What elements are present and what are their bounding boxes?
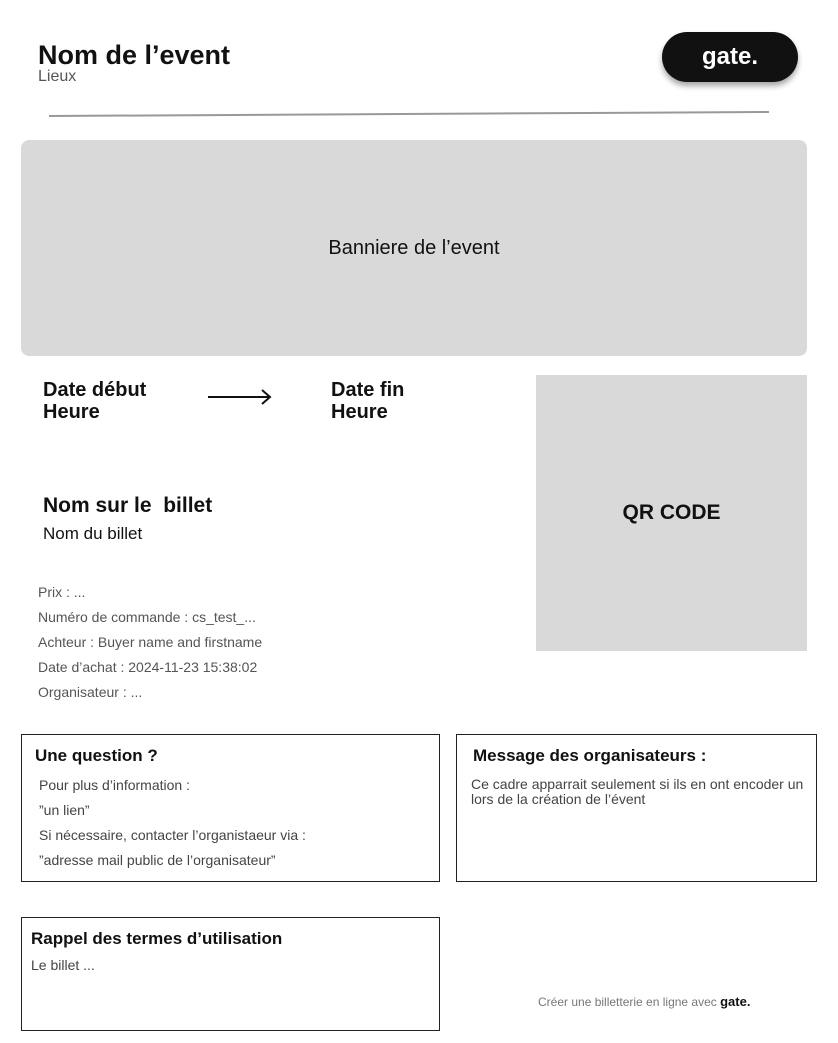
footer-brand: gate. — [720, 994, 751, 1009]
end-time: Heure — [331, 401, 388, 423]
question-line: Pour plus d’information : — [39, 777, 190, 793]
end-datetime — [331, 379, 404, 423]
question-box-title: Une question ? — [35, 746, 158, 765]
qr-code — [536, 375, 807, 651]
end-date: Date fin — [331, 379, 405, 401]
event-venue: Lieux — [38, 68, 77, 85]
message-box-text: Ce cadre apparrait seulement si ils en ont encoder un lors de la création de l’évent — [471, 776, 804, 807]
order-details — [38, 580, 262, 705]
arrow-right-icon — [207, 386, 273, 406]
organizer-message-box — [456, 734, 817, 882]
price-line: Prix : ... — [38, 584, 86, 600]
order-number-line: Numéro de commande : cs_test_... — [38, 609, 256, 625]
question-line: Si nécessaire, contacter l’organistaeur via : — [39, 827, 306, 843]
terms-box-title: Rappel des termes d’utilisation — [31, 929, 283, 948]
terms-box-text: Le billet ... — [31, 957, 95, 973]
buyer-line: Achteur : Buyer name and firstname — [38, 634, 263, 650]
gate-logo — [662, 32, 798, 82]
start-date: Date début — [43, 379, 147, 401]
event-title: Nom de l’event — [38, 40, 231, 70]
question-box-lines — [39, 773, 306, 873]
message-box-title: Message des organisateurs : — [473, 746, 707, 765]
question-link[interactable]: ”un lien” — [39, 802, 90, 818]
organizer-email[interactable]: ”adresse mail public de l’organisateur” — [39, 852, 276, 868]
ticket-name: Nom du billet — [43, 524, 143, 543]
logo-text: gate. — [701, 43, 758, 70]
question-box — [21, 734, 440, 882]
terms-box — [21, 917, 440, 1031]
purchase-date-line: Date d’achat : 2024-11-23 15:38:02 — [38, 659, 258, 675]
ticket-holder-heading: Nom sur le billet — [43, 494, 213, 517]
header-divider — [49, 111, 769, 117]
start-time: Heure — [43, 401, 100, 423]
qr-code-label: QR CODE — [622, 501, 721, 524]
event-banner — [21, 140, 807, 356]
footer-text: Créer une billetterie en ligne avec — [538, 995, 721, 1009]
footer-credit[interactable] — [538, 994, 750, 1009]
banner-label: Banniere de l’event — [328, 236, 500, 259]
start-datetime — [43, 379, 146, 423]
organizer-line: Organisateur : ... — [38, 684, 143, 700]
